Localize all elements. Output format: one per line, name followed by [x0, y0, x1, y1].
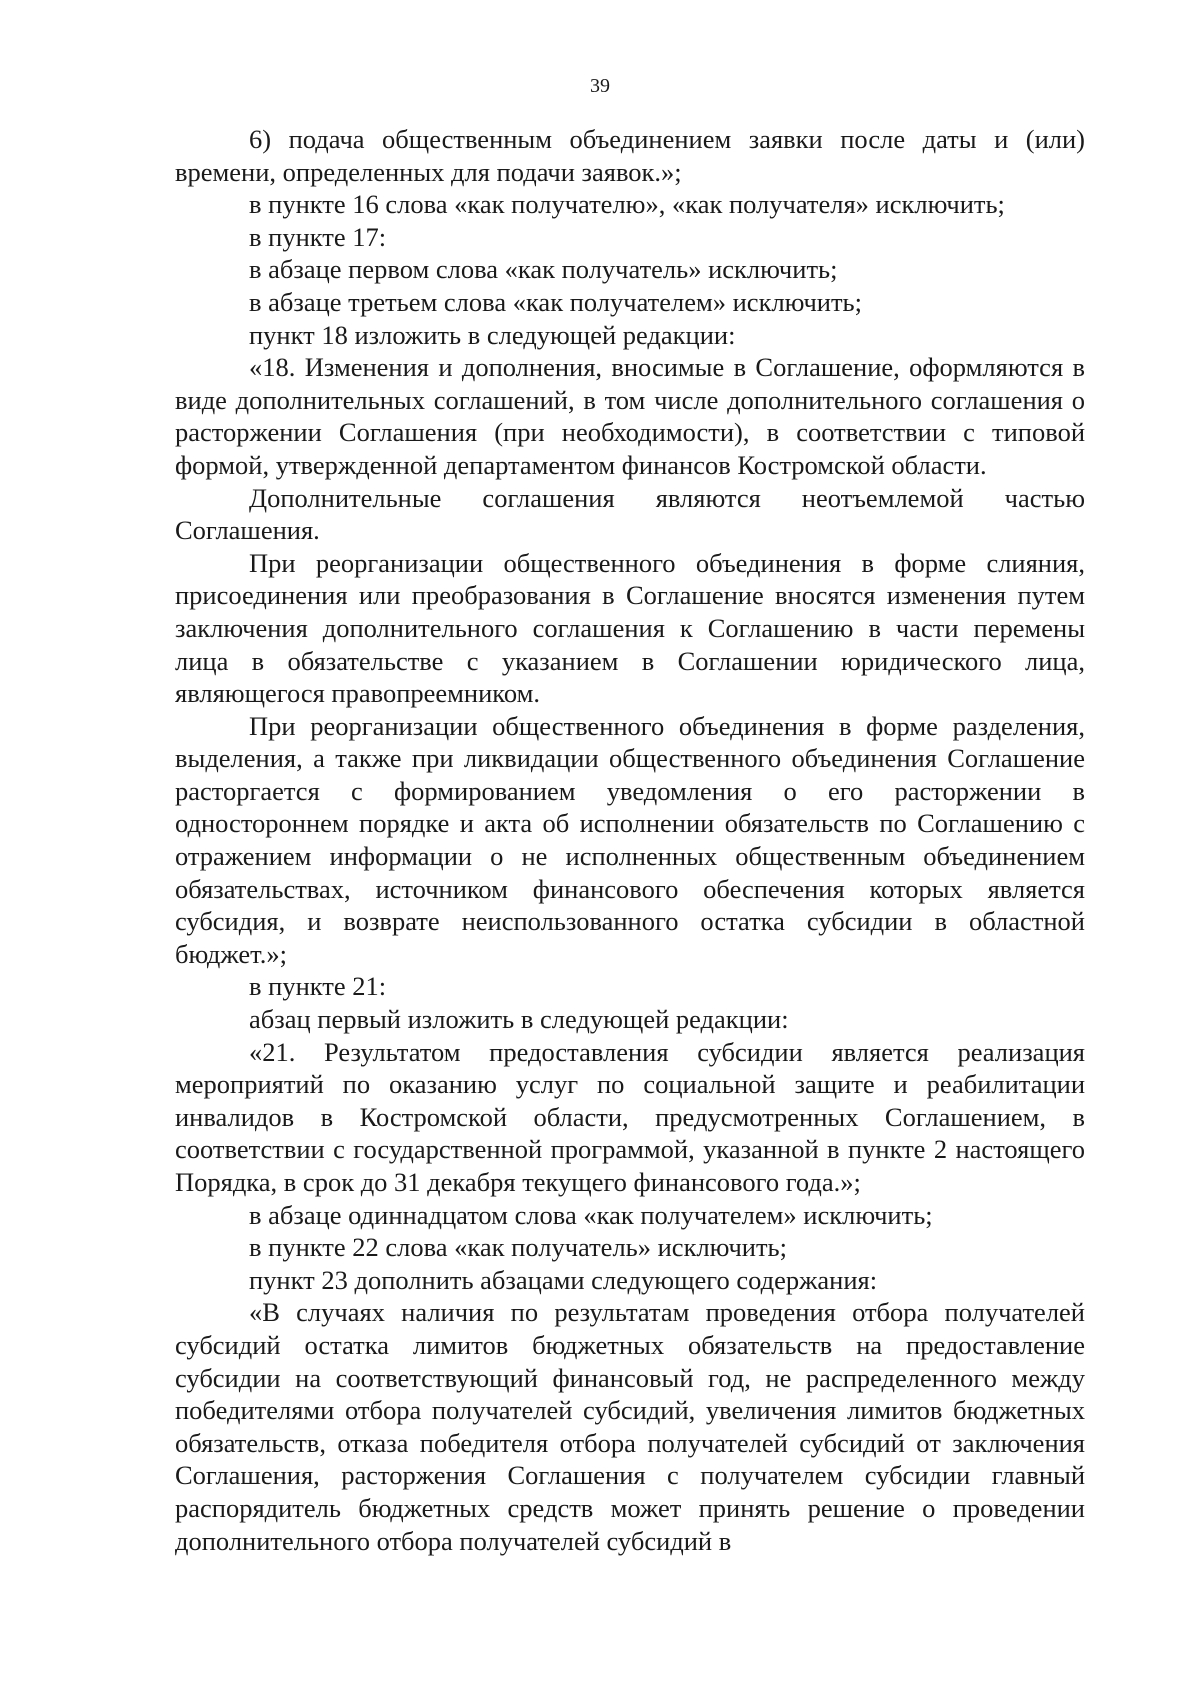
- paragraph-reorganization-division: При реорганизации общественного объединения в форме разделения, выделения, а также при ликвидации общественного объединения Соглашение расторгается с формированием уведомления о его расторжении в одностороннем порядке и акта об исполнении обязательств по Соглашению с отражением информации о не исполненных общественным объединением обязательствах, источником финансового обеспечения которых является субсидия, и возврате неиспользованного остатка субсидии в областной бюджет.»;: [175, 710, 1085, 969]
- instruction-para-11: в абзаце одиннадцатом слова «как получателем» исключить;: [249, 1199, 933, 1230]
- instruction-point-17-para-3: в абзаце третьем слова «как получателем» исключить;: [249, 286, 862, 317]
- paragraph-point-18: «18. Изменения и дополнения, вносимые в Соглашение, оформляются в виде дополнительных соглашений, в том числе дополнительного соглашения о расторжении Соглашения (при необходимости), в соответствии с типовой формой, утвержденной департаментом финансов Костромской области.: [175, 352, 1085, 480]
- instruction-point-18: пункт 18 изложить в следующей редакции:: [249, 319, 736, 350]
- instruction-point-21-para-1: абзац первый изложить в следующей редакции:: [249, 1004, 789, 1035]
- instruction-point-16: в пункте 16 слова «как получателю», «как получателя» исключить;: [249, 189, 1005, 220]
- instruction-point-21: в пункте 21:: [249, 971, 387, 1002]
- document-body: [175, 123, 1085, 1557]
- instruction-point-17-para-1: в абзаце первом слова «как получатель» исключить;: [249, 254, 838, 285]
- page-number: 39: [590, 75, 610, 97]
- instruction-point-17: в пункте 17:: [249, 221, 387, 252]
- instruction-point-23: пункт 23 дополнить абзацами следующего содержания:: [249, 1264, 878, 1295]
- paragraph-additional-selection: «В случаях наличия по результатам проведения отбора получателей субсидий остатка лимитов бюджетных обязательств на предоставление субсидии на соответствующий финансовый год, не распределенного между победителями отбора получателей субсидий, увеличения лимитов бюджетных обязательств, отказа победителя отбора получателей субсидий от заключения Соглашения, расторжения Соглашения с получателем субсидии главный распорядитель бюджетных средств может принять решение о проведении дополнительного отбора получателей субсидий в: [175, 1297, 1085, 1556]
- instruction-point-22: в пункте 22 слова «как получатель» исключить;: [249, 1232, 787, 1263]
- paragraph-item-6: 6) подача общественным объединением заявки после даты и (или) времени, определенных для подачи заявок.»;: [175, 124, 1085, 187]
- paragraph-reorganization-merger: При реорганизации общественного объединения в форме слияния, присоединения или преобразования в Соглашение вносятся изменения путем заключения дополнительного соглашения к Соглашению в части перемены лица в обязательстве с указанием в Соглашении юридического лица, являющегося правопреемником.: [175, 547, 1085, 709]
- paragraph-point-21: «21. Результатом предоставления субсидии является реализация мероприятий по оказанию услуг по социальной защите и реабилитации инвалидов в Костромской области, предусмотренных Соглашением, в соответствии с государственной программой, указанной в пункте 2 настоящего Порядка, в срок до 31 декабря текущего финансового года.»;: [175, 1036, 1085, 1197]
- paragraph-additional-agreements: Дополнительные соглашения являются неотъемлемой частью Соглашения.: [175, 482, 1085, 546]
